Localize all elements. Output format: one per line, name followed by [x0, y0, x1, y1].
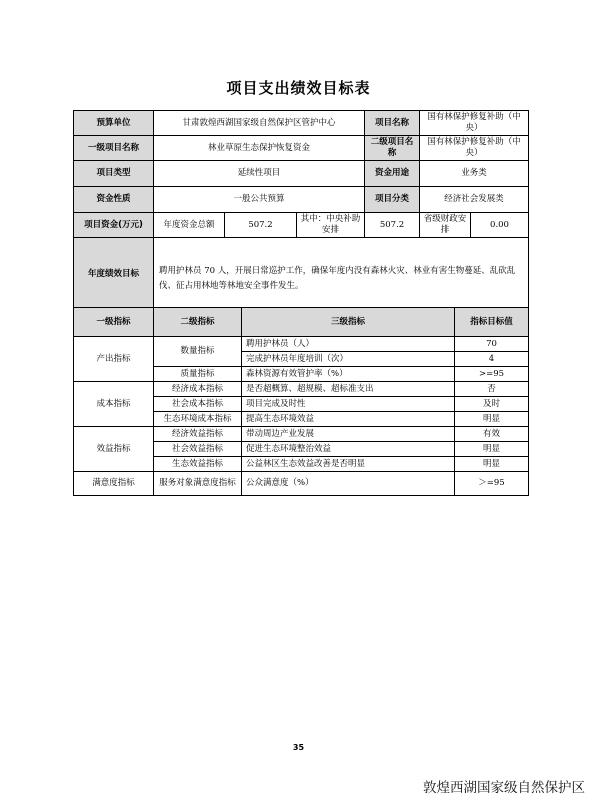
indicator-level3: 促进生态环境整治效益: [242, 442, 455, 457]
footer-watermark: 敦煌西湖国家级自然保护区: [423, 780, 585, 796]
page-number: 35: [292, 743, 305, 752]
indicator-table: [73, 307, 529, 496]
central-subsidy-value: 507.2: [365, 213, 420, 238]
indicator-target: 4: [455, 352, 529, 367]
indicator-level2: 经济成本指标: [154, 382, 242, 397]
provincial-value: 0.00: [471, 213, 529, 238]
annual-total-value: 507.2: [225, 213, 297, 238]
indicator-target: 有效: [455, 427, 529, 442]
indicator-level3: 完成护林员年度培训（次）: [242, 352, 455, 367]
indicator-level2: 社会成本指标: [154, 397, 242, 412]
indicator-level2: 服务对象满意度指标: [154, 472, 242, 496]
output-indicator-group: 产出指标: [74, 337, 154, 382]
indicator-target: 明显: [455, 457, 529, 472]
indicator-level3: 提高生态环境效益: [242, 412, 455, 427]
indicator-level3: 项目完成及时性: [242, 397, 455, 412]
project-name-label: 项目名称: [365, 111, 420, 136]
indicator-target: ＞=95: [455, 472, 529, 496]
project-type-value: 延续性项目: [154, 161, 365, 187]
fund-nature-value: 一般公共预算: [154, 187, 365, 213]
target-value-header: 指标目标值: [455, 308, 529, 337]
indicator-target: 明显: [455, 412, 529, 427]
fund-use-value: 业务类: [420, 161, 529, 187]
benefit-indicator-group: 效益指标: [74, 427, 154, 472]
project-type-label: 项目类型: [74, 161, 154, 187]
central-subsidy-label: 其中：中央补助安排: [297, 213, 365, 238]
level1-indicator-header: 一级指标: [74, 308, 154, 337]
project-category-label: 项目分类: [365, 187, 420, 213]
level1-project-value: 林业草原生态保护恢复资金: [154, 136, 365, 161]
level2-project-label: 二级项目名称: [365, 136, 420, 161]
indicator-level3: 森林资源有效管护率（%）: [242, 367, 455, 382]
fund-nature-label: 资金性质: [74, 187, 154, 213]
level1-project-label: 一级项目名称: [74, 136, 154, 161]
level2-project-value: 国有林保护修复补助（中央）: [420, 136, 529, 161]
indicator-level3: 聘用护林员（人）: [242, 337, 455, 352]
provincial-label: 省级财政安排: [420, 213, 471, 238]
project-funds-label: 项目资金(万元): [74, 213, 154, 238]
satisfaction-indicator-group: 满意度指标: [74, 472, 154, 496]
annual-goal-text: 聘用护林员 70 人，开展日常巡护工作，确保年度内没有森林火灾、林业有害生物蔓延、乱砍乱伐、征占用林地等林地安全事件发生。: [154, 238, 529, 312]
indicator-level2: 质量指标: [154, 367, 242, 382]
cost-indicator-group: 成本指标: [74, 382, 154, 427]
level2-indicator-header: 二级指标: [154, 308, 242, 337]
level3-indicator-header: 三级指标: [242, 308, 455, 337]
indicator-level3: 公众满意度（%）: [242, 472, 455, 496]
page-title: 项目支出绩效目标表: [226, 79, 371, 97]
indicator-target: 及时: [455, 397, 529, 412]
indicator-level3: 是否超概算、超规模、超标准支出: [242, 382, 455, 397]
indicator-level3: 公益林区生态效益改善是否明显: [242, 457, 455, 472]
indicator-level2: 社会效益指标: [154, 442, 242, 457]
annual-total-label: 年度资金总额: [154, 213, 225, 238]
indicator-target: >=95: [455, 367, 529, 382]
budget-unit-label: 预算单位: [74, 111, 154, 136]
indicator-level2: 数量指标: [154, 337, 242, 367]
indicator-level2: 生态环境成本指标: [154, 412, 242, 427]
indicator-level2: 经济效益指标: [154, 427, 242, 442]
project-name-value: 国有林保护修复补助（中央）: [420, 111, 529, 136]
indicator-target: 明显: [455, 442, 529, 457]
indicator-level2: 生态效益指标: [154, 457, 242, 472]
indicator-level3: 带动周边产业发展: [242, 427, 455, 442]
annual-goal-label: 年度绩效目标: [74, 238, 154, 312]
project-info-table: [73, 110, 529, 312]
budget-unit-value: 甘肃敦煌西湖国家级自然保护区管护中心: [154, 111, 365, 136]
indicator-target: 70: [455, 337, 529, 352]
indicator-target: 否: [455, 382, 529, 397]
project-category-value: 经济社会发展类: [420, 187, 529, 213]
fund-use-label: 资金用途: [365, 161, 420, 187]
